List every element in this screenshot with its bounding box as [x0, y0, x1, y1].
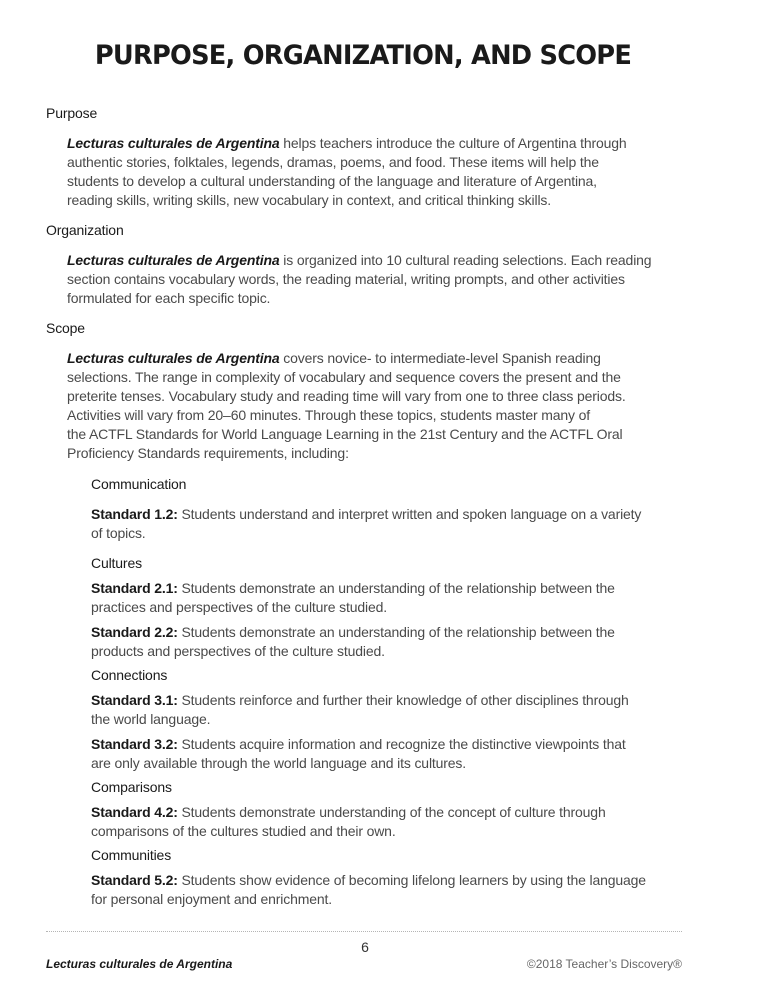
- text-line: [67, 251, 651, 270]
- text-line-content: Students demonstrate an understanding of the relationship between the: [177, 624, 615, 640]
- text-line: [67, 191, 627, 210]
- text-line: [67, 134, 627, 153]
- text-line-content: preterite tenses. Vocabulary study and reading time will vary from one to three class periods.: [67, 388, 626, 404]
- standard-label: Standard 4.2:: [91, 804, 178, 820]
- text-line: [91, 598, 615, 617]
- text-line-content: the world language.: [91, 711, 211, 727]
- standard-label: Standard 3.1:: [91, 692, 178, 708]
- section-heading: Communities: [91, 847, 172, 863]
- text-line: [91, 890, 646, 909]
- section-heading: Organization: [46, 222, 124, 238]
- text-line-content: comparisons of the cultures studied and their own.: [91, 823, 396, 839]
- section-heading: Scope: [46, 320, 85, 336]
- section-heading: Purpose: [46, 105, 98, 121]
- text-line: [67, 444, 626, 463]
- text-line-content: Activities will vary from 20–60 minutes. Through these topics, students master many of: [67, 407, 590, 423]
- paragraph: [67, 349, 626, 463]
- footer-divider: [46, 931, 682, 932]
- text-line-content: Proficiency Standards requirements, including:: [67, 445, 349, 461]
- paragraph: [67, 134, 627, 210]
- text-line-content: authentic stories, folktales, legends, dramas, poems, and food. These items will help the: [67, 154, 599, 170]
- text-line-content: the ACTFL Standards for World Language Learning in the 21st Century and the ACTFL Oral: [67, 426, 623, 442]
- text-line-content: practices and perspectives of the culture studied.: [91, 599, 388, 615]
- text-line: [67, 368, 626, 387]
- section-heading: Comparisons: [91, 779, 172, 795]
- text-line-content: is organized into 10 cultural reading selections. Each reading: [279, 252, 652, 268]
- text-line-content: section contains vocabulary words, the reading material, writing prompts, and other activities: [67, 271, 625, 287]
- text-line: [67, 153, 627, 172]
- section-heading: Communication: [91, 476, 187, 492]
- text-line: [91, 579, 615, 598]
- text-line-content: Students understand and interpret written and spoken language on a variety: [177, 506, 642, 522]
- standard-item: [91, 871, 646, 909]
- standard-label: Standard 1.2:: [91, 506, 178, 522]
- section-heading: Cultures: [91, 555, 142, 571]
- text-line-content: Students show evidence of becoming lifelong learners by using the language: [177, 872, 646, 888]
- text-line-content: are only available through the world language and its cultures.: [91, 755, 467, 771]
- text-line: [91, 505, 641, 524]
- text-line: [67, 387, 626, 406]
- text-line: [91, 735, 626, 754]
- text-line: [67, 349, 626, 368]
- text-line-content: Students acquire information and recognize the distinctive viewpoints that: [177, 736, 626, 752]
- text-line-content: reading skills, writing skills, new vocabulary in context, and critical thinking skills.: [67, 192, 551, 208]
- page-number: 6: [361, 939, 369, 955]
- section-heading: Connections: [91, 667, 168, 683]
- standard-item: [91, 623, 615, 661]
- text-line-content: for personal enjoyment and enrichment.: [91, 891, 332, 907]
- text-line: [91, 754, 626, 773]
- standard-label: Standard 3.2:: [91, 736, 178, 752]
- standard-item: [91, 803, 606, 841]
- text-line: [91, 642, 615, 661]
- text-line: [91, 524, 641, 543]
- standard-item: [91, 691, 629, 729]
- standard-item: [91, 735, 626, 773]
- text-line-content: Students demonstrate understanding of the concept of culture through: [177, 804, 606, 820]
- standard-item: [91, 579, 615, 617]
- text-line: [67, 425, 626, 444]
- text-line-content: Students reinforce and further their knowledge of other disciplines through: [177, 692, 629, 708]
- text-line: [91, 710, 629, 729]
- book-title: Lecturas culturales de Argentina: [67, 135, 280, 151]
- standard-label: Standard 5.2:: [91, 872, 178, 888]
- standard-label: Standard 2.2:: [91, 624, 178, 640]
- text-line-content: of topics.: [91, 525, 146, 541]
- footer-book-title: Lecturas culturales de Argentina: [46, 957, 233, 971]
- text-line: [67, 172, 627, 191]
- text-line: [67, 406, 626, 425]
- text-line: [67, 289, 651, 308]
- text-line: [91, 691, 629, 710]
- text-line: [91, 822, 606, 841]
- standard-label: Standard 2.1:: [91, 580, 178, 596]
- page-title: PURPOSE, ORGANIZATION, AND SCOPE: [94, 40, 632, 71]
- book-title: Lecturas culturales de Argentina: [67, 252, 280, 268]
- text-line-content: formulated for each specific topic.: [67, 290, 271, 306]
- text-line-content: products and perspectives of the culture studied.: [91, 643, 385, 659]
- text-line: [67, 270, 651, 289]
- text-line: [91, 871, 646, 890]
- footer-copyright: ©2018 Teacher’s Discovery®: [526, 957, 682, 971]
- paragraph: [67, 251, 651, 308]
- standard-item: [91, 505, 641, 543]
- text-line-content: students to develop a cultural understanding of the language and literature of Argentina,: [67, 173, 597, 189]
- book-title: Lecturas culturales de Argentina: [67, 350, 280, 366]
- text-line: [91, 623, 615, 642]
- text-line-content: Students demonstrate an understanding of the relationship between the: [177, 580, 615, 596]
- text-line: [91, 803, 606, 822]
- text-line-content: helps teachers introduce the culture of Argentina through: [279, 135, 627, 151]
- text-line-content: selections. The range in complexity of vocabulary and sequence covers the present and the: [67, 369, 621, 385]
- text-line-content: covers novice- to intermediate-level Spanish reading: [279, 350, 601, 366]
